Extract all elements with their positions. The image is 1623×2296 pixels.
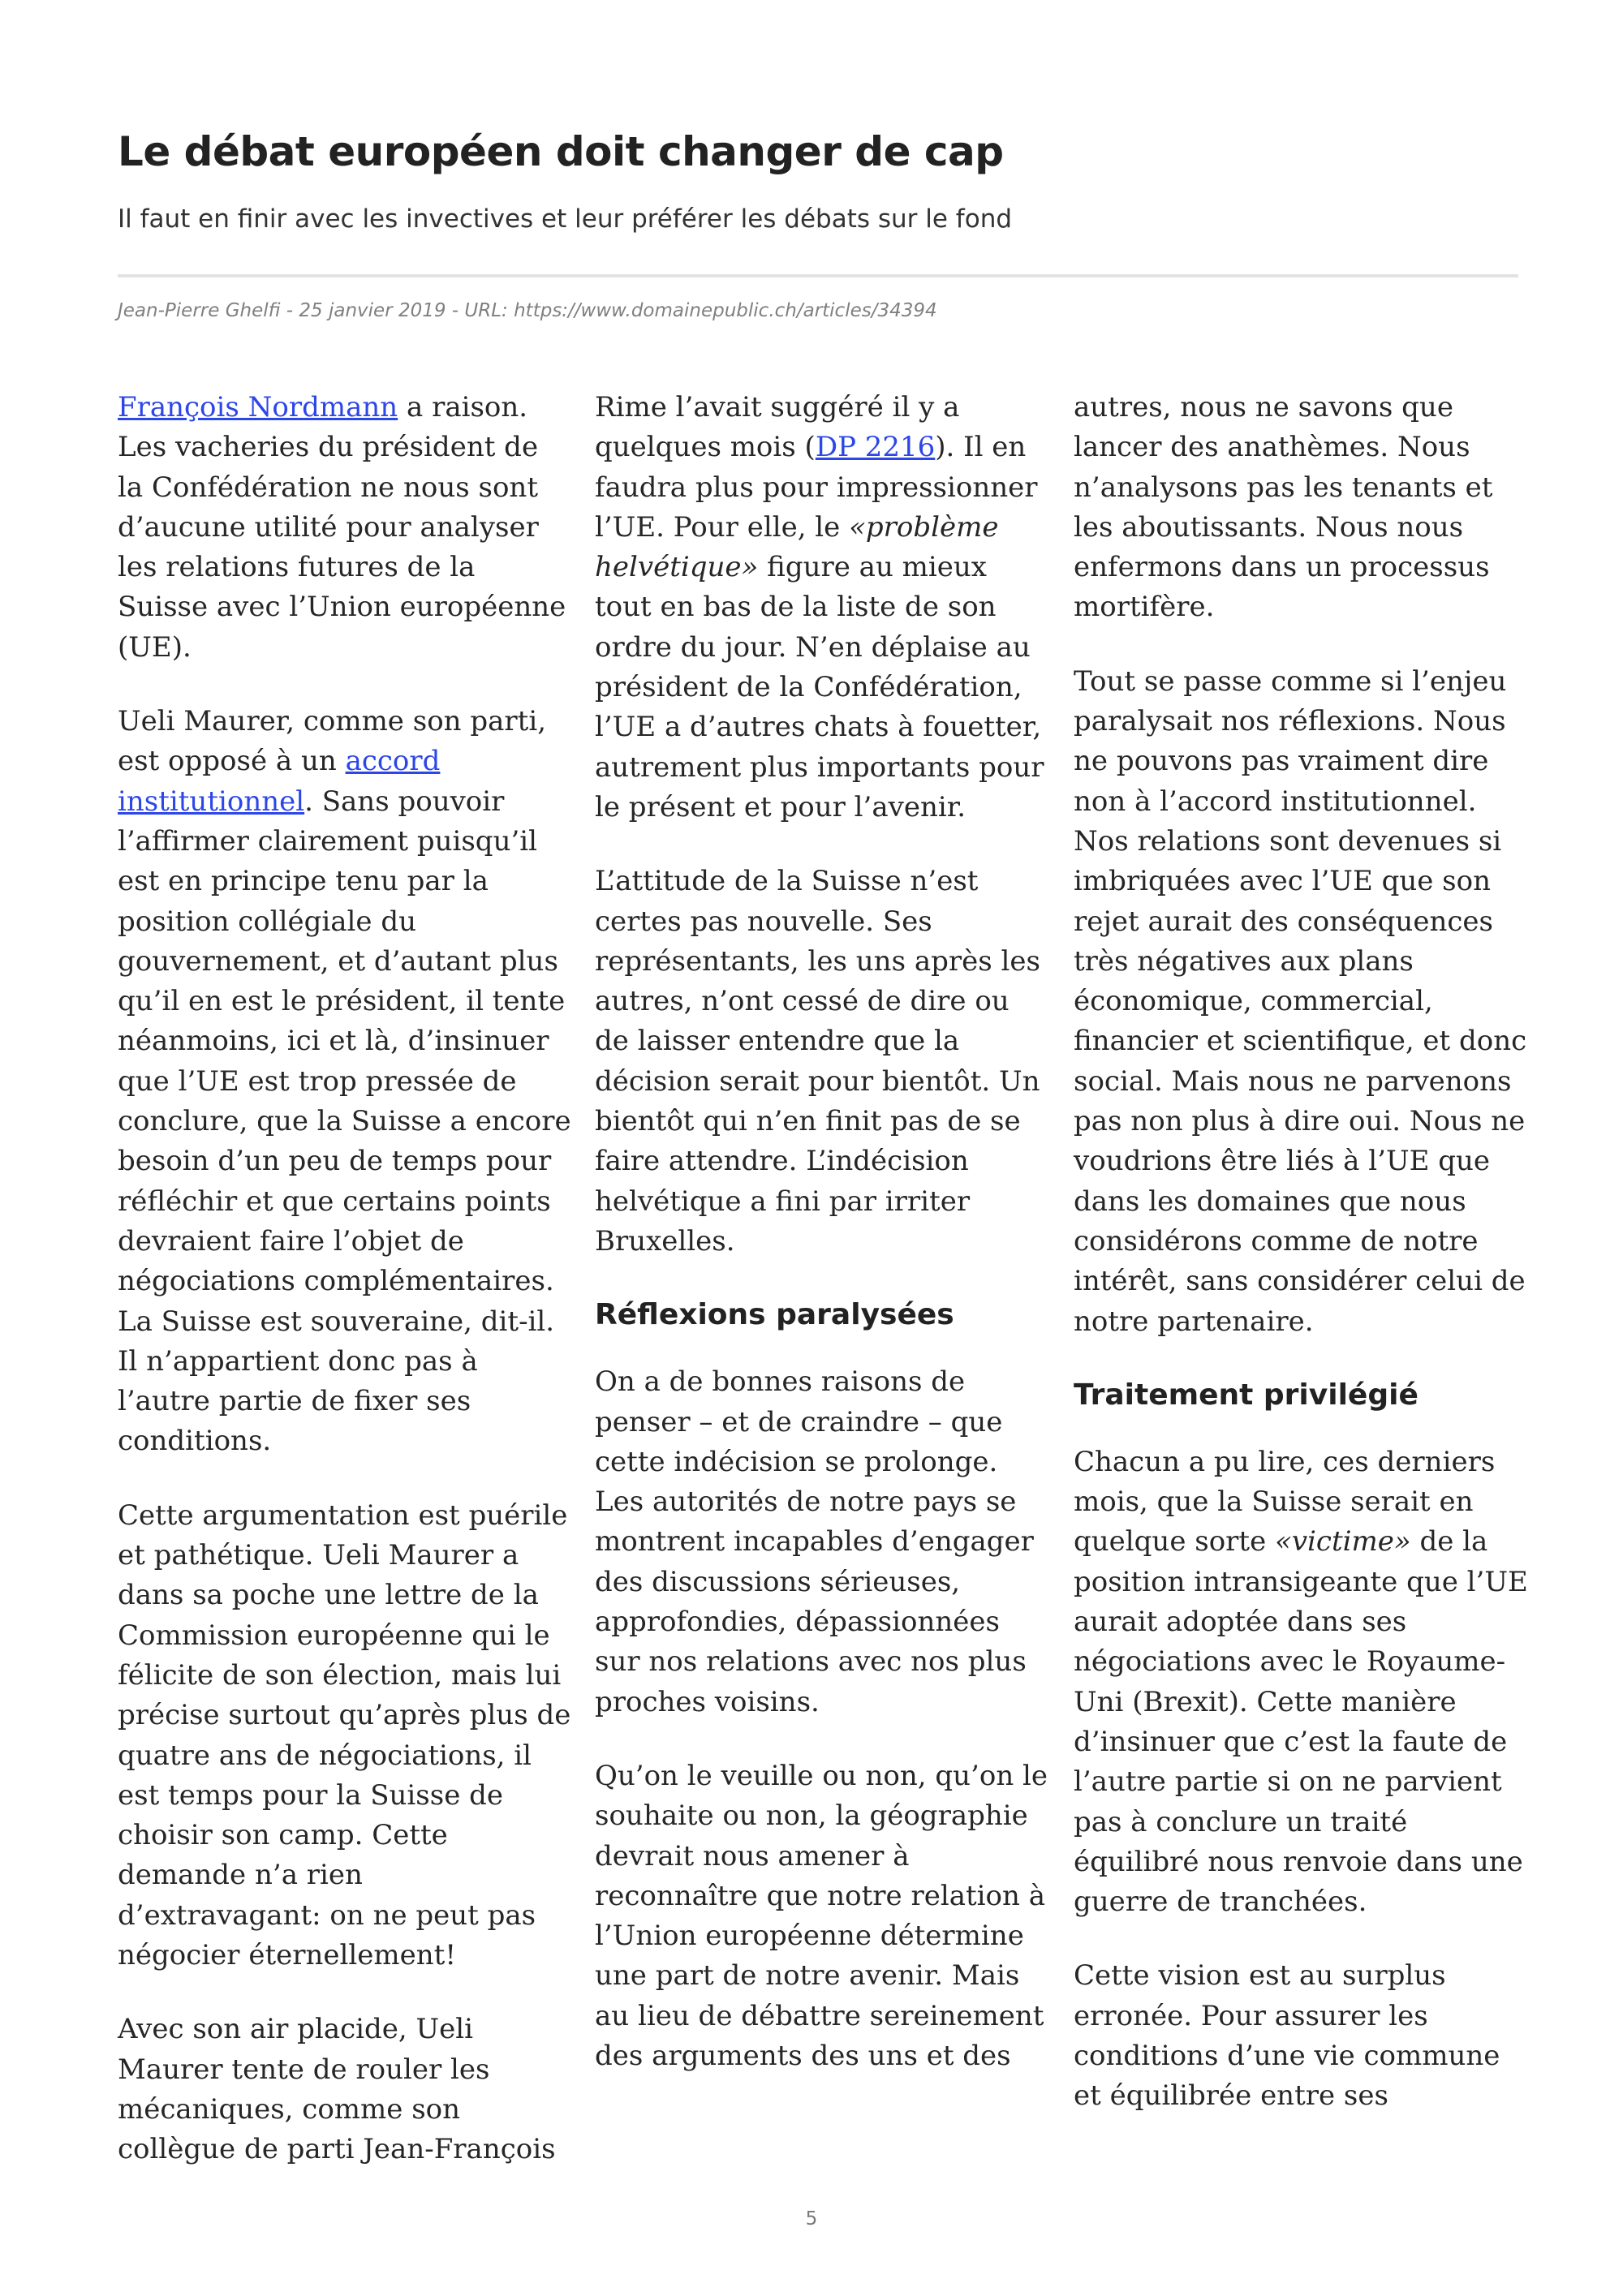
paragraph: Cette argumentation est puérile et pathétique. Ueli Maurer a dans sa poche une lettre de la Commission européenne qui le félicite de son élection, mais lui précise surtout qu’après plus de quatre ans de négociations, il est temps pour la Suisse de choisir son camp. Cette demande n’a rien d’extravagant: on ne peut pas négocier éternellement! — [118, 1498, 571, 1971]
page-number: 5 — [805, 2208, 818, 2229]
paragraph: autres, nous ne savons que lancer des anathèmes. Nous n’analysons pas les tenants et les aboutissants. Nous nous enfermons dans un processus mortifère. — [1074, 391, 1493, 624]
article-title: Le débat européen doit changer de cap — [118, 128, 1004, 175]
text-column-3 — [1074, 388, 1528, 2151]
paragraph: On a de bonnes raisons de penser – et de craindre – que cette indécision se prolonge. Les autorités de notre pays se montrent incapables d’engager des discussions sérieuses, approfondies, dépassionnées sur nos relations avec nos plus proches voisins. — [595, 1365, 1034, 1718]
paragraph: Rime l’avait suggéré il y a quelques mois (DP 2216). Il en faudra plus pour impressionner l’UE. Pour elle, le «problème helvétique» figure au mieux tout en bas de la liste de son ordre du jour. N’en déplaise au président de la Confédération, l’UE a d’autres chats à fouetter, autrement plus importants pour le présent et pour l’avenir. — [595, 391, 1044, 823]
link-francois-nordmann[interactable]: François Nordmann — [118, 391, 398, 424]
link-dp-2216[interactable]: DP 2216 — [815, 431, 936, 464]
article-subtitle: Il faut en finir avec les invectives et leur préférer les débats sur le fond — [118, 204, 1013, 234]
paragraph: Tout se passe comme si l’enjeu paralysait nos réflexions. Nous ne pouvons pas vraiment dire non à l’accord institutionnel. Nos relations sont devenues si imbriquées avec l’UE que son rejet aurait des conséquences très négatives aux plans économique, commercial, financier et scientifique, et donc social. Mais nous ne parvenons pas non plus à dire oui. Nous ne voudrions être liés à l’UE que dans les domaines que nous considérons comme de notre intérêt, sans considérer celui de notre partenaire. — [1074, 664, 1527, 1338]
paragraph: Qu’on le veuille ou non, qu’on le souhaite ou non, la géographie devrait nous amener à reconnaître que notre relation à l’Union européenne détermine une part de notre avenir. Mais au lieu de débattre sereinement des arguments des uns et des — [595, 1759, 1048, 2072]
paragraph: Cette vision est au surplus erronée. Pour assurer les conditions d’une vie commune et équilibrée entre ses — [1074, 1959, 1500, 2113]
header-divider — [118, 274, 1518, 277]
paragraph: Chacun a pu lire, ces derniers mois, que la Suisse serait en quelque sorte «victime» de la position intransigeante que l’UE aurait adoptée dans ses négociations avec le Royaume-Uni (Brexit). Cette manière d’insinuer que c’est la faute de l’autre partie si on ne parvient pas à conclure un traité équilibré nous renvoie dans une guerre de tranchées. — [1074, 1445, 1528, 1919]
paragraph: François Nordmann a raison. Les vacheries du président de la Confédération ne nous sont d’aucune utilité pour analyser les relations futures de la Suisse avec l’Union européenne (UE). — [118, 391, 566, 664]
paragraph: L’attitude de la Suisse n’est certes pas nouvelle. Ses représentants, les uns après les autres, n’ont cessé de dire ou de laisser entendre que la décision serait pour bientôt. Un bientôt qui n’en finit pas de se faire attendre. L’indécision helvétique a fini par irriter Bruxelles. — [595, 865, 1040, 1258]
paragraph: Avec son air placide, Ueli Maurer tente de rouler les mécaniques, comme son collègue de parti Jean-François — [118, 2013, 556, 2166]
article-meta: Jean-Pierre Ghelfi - 25 janvier 2019 - URL: https://www.domainepublic.ch/articles/34394 — [118, 300, 937, 321]
section-heading-reflexions: Réflexions paralysées — [595, 1298, 954, 1332]
paragraph: Ueli Maurer, comme son parti, est opposé à un accord institutionnel. Sans pouvoir l’affirmer clairement puisqu’il est en principe tenu par la position collégiale du gouvernement, et d’autant plus qu’il en est le président, il tente néanmoins, ici et là, d’insinuer que l’UE est trop pressée de conclure, que la Suisse a encore besoin d’un peu de temps pour réfléchir et que certains points devraient faire l’objet de négociations complémentaires. La Suisse est souveraine, dit-il. Il n’appartient donc pas à l’autre partie de fixer ses conditions. — [118, 705, 571, 1458]
link-accord-institutionnel[interactable]: accord institutionnel — [118, 745, 441, 818]
text-column-1 — [118, 388, 572, 2204]
text-column-2 — [595, 388, 1049, 2110]
section-heading-traitement: Traitement privilégié — [1074, 1378, 1419, 1412]
